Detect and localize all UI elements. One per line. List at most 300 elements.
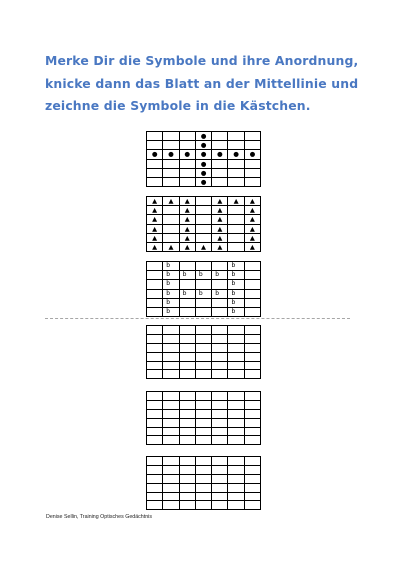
answer-cell[interactable] [244,492,260,501]
grid-cell: b [163,262,179,271]
grid-row [147,400,261,409]
answer-cell[interactable] [147,352,163,361]
answer-cell[interactable] [212,418,228,427]
grid-row [147,177,261,186]
answer-cell[interactable] [228,326,244,335]
grid-row [147,427,261,436]
grid-cell [147,262,163,271]
grid-row [147,307,261,316]
answer-cell[interactable] [244,400,260,409]
answer-cell[interactable] [212,427,228,436]
answer-cell[interactable] [244,501,260,510]
grid-cell [147,141,163,150]
grid-row [147,501,261,510]
grid-cell [163,233,179,242]
grid-cell [179,159,195,168]
grid-cell [179,280,195,289]
grid-cell: ● [163,150,179,159]
answer-cell[interactable] [228,392,244,401]
grid-cell: ▲ [244,215,260,224]
instructions-text [45,50,375,118]
answer-cell[interactable] [244,343,260,352]
grid-cell: b [228,307,244,316]
grid-cell: ▲ [195,242,211,251]
answer-cell[interactable] [163,343,179,352]
grid-row [147,409,261,418]
grid-row [147,457,261,466]
answer-cell[interactable] [195,334,211,343]
answer-cell[interactable] [212,326,228,335]
grid-cell [195,197,211,206]
answer-cell[interactable] [228,457,244,466]
answer-cell[interactable] [147,418,163,427]
answer-cell[interactable] [147,465,163,474]
grid-cell [163,159,179,168]
answer-cell[interactable] [195,343,211,352]
grid-cell: b [179,289,195,298]
grid-cell [228,132,244,141]
grid-cell [244,307,260,316]
grid-cell [244,159,260,168]
answer-cell[interactable] [163,326,179,335]
grid-cell [147,271,163,280]
grid-cell [212,262,228,271]
grid-row [147,418,261,427]
answer-cell[interactable] [195,326,211,335]
grid-body [147,197,261,252]
grid-cell [195,280,211,289]
answer-cell[interactable] [163,361,179,370]
grid-cell: b [163,289,179,298]
grid-cell [212,141,228,150]
answer-cell[interactable] [244,465,260,474]
answer-cell[interactable] [228,343,244,352]
grid-row [147,141,261,150]
answer-cell[interactable] [163,465,179,474]
answer-cell[interactable] [244,361,260,370]
answer-cell[interactable] [163,370,179,379]
answer-cell[interactable] [244,436,260,445]
answer-cell[interactable] [195,400,211,409]
answer-cell[interactable] [147,427,163,436]
grid-cell [147,280,163,289]
answer-cell[interactable] [228,483,244,492]
grid-cell: ● [195,141,211,150]
answer-cell[interactable] [147,334,163,343]
grid-cell [195,215,211,224]
answer-cell[interactable] [228,418,244,427]
grid-cell [147,168,163,177]
answer-cell[interactable] [163,334,179,343]
grid-cell: ▲ [147,242,163,251]
grid-cell [163,132,179,141]
grid-row [147,132,261,141]
grid-cell: ● [195,159,211,168]
grid-cell: b [228,280,244,289]
grid-row [147,150,261,159]
grid-row [147,492,261,501]
grid-cell [147,132,163,141]
answer-cell[interactable] [212,501,228,510]
grid-row [147,370,261,379]
answer-cell[interactable] [179,326,195,335]
answer-cell[interactable] [195,436,211,445]
grid-cell: ▲ [244,206,260,215]
grid-row [147,168,261,177]
answer-cell[interactable] [179,427,195,436]
grid-cell: ▲ [147,206,163,215]
grid-cell [228,242,244,251]
answer-cell[interactable] [179,457,195,466]
fold-line [45,318,350,319]
answer-cell[interactable] [147,483,163,492]
grid-row [147,334,261,343]
grid-cell: ● [147,150,163,159]
answer-grid-1[interactable] [146,325,261,379]
grid-row [147,262,261,271]
answer-cell[interactable] [228,361,244,370]
answer-cell[interactable] [244,474,260,483]
answer-cell[interactable] [212,392,228,401]
grid-cell [228,159,244,168]
grid-cell: ● [195,168,211,177]
grid-cell: b [228,271,244,280]
answer-cell[interactable] [147,400,163,409]
grid-cell: ● [195,150,211,159]
answer-cell[interactable] [228,352,244,361]
grid-cell: ▲ [179,242,195,251]
grid-cell [244,262,260,271]
grid-cell [228,215,244,224]
grid-cell: ● [195,177,211,186]
grid-cell [163,206,179,215]
answer-cell[interactable] [244,483,260,492]
grid-cell: ● [228,150,244,159]
grid-row [147,352,261,361]
answer-grid-3[interactable] [146,456,261,510]
answer-cell[interactable] [179,409,195,418]
grid-row [147,271,261,280]
answer-cell[interactable] [179,501,195,510]
grid-cell [147,298,163,307]
answer-cell[interactable] [228,492,244,501]
grid-cell [179,177,195,186]
grid-cell: ▲ [244,224,260,233]
answer-cell[interactable] [163,492,179,501]
answer-cell[interactable] [212,436,228,445]
answer-cell[interactable] [147,326,163,335]
grid-row [147,392,261,401]
grid-cell: ▲ [179,224,195,233]
answer-cell[interactable] [179,343,195,352]
grid-cell [179,168,195,177]
grid-cell: b [195,289,211,298]
answer-cell[interactable] [163,427,179,436]
grid-cell [179,132,195,141]
answer-cell[interactable] [212,492,228,501]
answer-cell[interactable] [179,492,195,501]
answer-cell[interactable] [195,352,211,361]
grid-cell: ▲ [163,197,179,206]
answer-cell[interactable] [212,334,228,343]
grid-cell: b [179,271,195,280]
grid-cell [195,233,211,242]
answer-cell[interactable] [195,409,211,418]
grid-cell: ▲ [147,215,163,224]
grid-cell: ▲ [147,224,163,233]
grid-row [147,298,261,307]
grid-cell [228,177,244,186]
grid-cell: ▲ [179,215,195,224]
grid-cell [147,307,163,316]
answer-cell[interactable] [195,427,211,436]
grid-cell [212,177,228,186]
grid-cell: b [212,271,228,280]
answer-cell[interactable] [147,392,163,401]
answer-cell[interactable] [244,457,260,466]
grid-cell [212,132,228,141]
grid-cell: ▲ [212,197,228,206]
grid-cell: ▲ [212,215,228,224]
answer-cell[interactable] [163,400,179,409]
answer-cell[interactable] [163,483,179,492]
answer-cell[interactable] [244,352,260,361]
answer-cell[interactable] [147,474,163,483]
answer-cell[interactable] [179,334,195,343]
grid-cell: b [212,289,228,298]
grid-row [147,474,261,483]
grid-cell [195,206,211,215]
answer-cell[interactable] [228,409,244,418]
grid-cell [228,224,244,233]
answer-cell[interactable] [244,409,260,418]
grid-row [147,343,261,352]
grid-row [147,215,261,224]
grid-cell [195,262,211,271]
grid-cell [244,132,260,141]
grid-cell: ▲ [244,233,260,242]
answer-cell[interactable] [212,409,228,418]
answer-cell[interactable] [147,370,163,379]
grid-cell [212,307,228,316]
answer-cell[interactable] [163,352,179,361]
answer-cell[interactable] [179,361,195,370]
answer-cell[interactable] [163,474,179,483]
grid-cell [244,168,260,177]
answer-cell[interactable] [212,370,228,379]
answer-cell[interactable] [212,400,228,409]
grid-cell [244,141,260,150]
grid-cell: ▲ [163,242,179,251]
grid-cell [147,177,163,186]
grid-cell [163,224,179,233]
answer-cell[interactable] [163,409,179,418]
answer-cell[interactable] [244,427,260,436]
answer-cell[interactable] [163,457,179,466]
grid-cell [228,141,244,150]
grid-cell [244,280,260,289]
grid-cell [212,159,228,168]
answer-cell[interactable] [212,343,228,352]
answer-cell[interactable] [195,370,211,379]
grid-body [147,392,261,445]
grid-row [147,361,261,370]
grid-cell [244,177,260,186]
answer-cell[interactable] [179,418,195,427]
grid-cell: b [163,307,179,316]
answer-cell[interactable] [228,465,244,474]
grid-cell: ▲ [212,224,228,233]
answer-cell[interactable] [212,465,228,474]
grid-cell: ▲ [244,242,260,251]
answer-cell[interactable] [179,392,195,401]
answer-grid-2[interactable] [146,391,261,445]
answer-cell[interactable] [179,474,195,483]
grid-row [147,436,261,445]
grid-cell: ▲ [212,242,228,251]
grid-cell: ▲ [179,206,195,215]
grid-row [147,197,261,206]
grid-cell: ▲ [212,206,228,215]
instruction-line: knicke dann das Blatt an der Mittellinie und [45,75,359,91]
answer-cell[interactable] [163,501,179,510]
answer-cell[interactable] [147,361,163,370]
grid-cell [147,289,163,298]
grid-cell: ▲ [244,197,260,206]
answer-cell[interactable] [195,392,211,401]
grid-row [147,159,261,168]
answer-cell[interactable] [147,343,163,352]
grid-cell [195,307,211,316]
answer-cell[interactable] [212,352,228,361]
grid-row [147,483,261,492]
answer-cell[interactable] [212,457,228,466]
grid-cell: ▲ [228,197,244,206]
answer-cell[interactable] [212,483,228,492]
grid-cell [228,206,244,215]
answer-cell[interactable] [179,400,195,409]
answer-cell[interactable] [244,334,260,343]
answer-cell[interactable] [228,436,244,445]
answer-cell[interactable] [228,474,244,483]
grid-cell [163,215,179,224]
answer-cell[interactable] [195,418,211,427]
answer-cell[interactable] [195,492,211,501]
answer-cell[interactable] [147,409,163,418]
answer-cell[interactable] [195,474,211,483]
grid-cell: ● [212,150,228,159]
answer-cell[interactable] [228,427,244,436]
grid-cell [163,141,179,150]
answer-cell[interactable] [228,501,244,510]
answer-cell[interactable] [195,501,211,510]
grid-cell: b [163,271,179,280]
answer-cell[interactable] [195,483,211,492]
grid-cell [179,298,195,307]
grid-cell: ▲ [179,197,195,206]
grid-cell: ● [179,150,195,159]
answer-cell[interactable] [195,361,211,370]
grid-cell [212,298,228,307]
instruction-line: Merke Dir die Symbole und ihre Anordnung, [45,53,359,68]
footer-credit: Denise Sellin, Training Optisches Gedächtnis [46,514,152,520]
answer-cell[interactable] [244,370,260,379]
grid-cell [228,233,244,242]
grid-cell [179,141,195,150]
grid-row [147,280,261,289]
grid-cell [244,289,260,298]
grid-row [147,224,261,233]
grid-cell: b [228,289,244,298]
grid-body [147,132,261,187]
grid-cell [195,224,211,233]
answer-cell[interactable] [147,501,163,510]
grid-row [147,289,261,298]
grid-cell: ▲ [147,233,163,242]
answer-cell[interactable] [179,483,195,492]
grid-cell [163,177,179,186]
answer-cell[interactable] [163,436,179,445]
answer-cell[interactable] [244,326,260,335]
grid-cell: ▲ [147,197,163,206]
answer-cell[interactable] [179,370,195,379]
answer-cell[interactable] [163,418,179,427]
grid-cell: b [163,298,179,307]
grid-cell [228,168,244,177]
answer-cell[interactable] [179,436,195,445]
grid-row [147,233,261,242]
grid-cell: b [163,280,179,289]
grid-cell: ● [195,132,211,141]
grid-cell [195,298,211,307]
answer-cell[interactable] [195,465,211,474]
grid-cell: b [195,271,211,280]
memory-grid-triangles [146,196,261,252]
grid-body [147,326,261,379]
answer-cell[interactable] [244,392,260,401]
grid-cell [147,159,163,168]
answer-cell[interactable] [228,370,244,379]
answer-cell[interactable] [147,436,163,445]
grid-cell: b [228,262,244,271]
answer-cell[interactable] [228,334,244,343]
grid-cell [212,280,228,289]
grid-cell [179,262,195,271]
answer-cell[interactable] [228,400,244,409]
answer-cell[interactable] [163,392,179,401]
answer-cell[interactable] [195,457,211,466]
answer-cell[interactable] [179,465,195,474]
answer-cell[interactable] [244,418,260,427]
grid-body [147,262,261,317]
answer-cell[interactable] [147,457,163,466]
instruction-line: zeichne die Symbole in die Kästchen. [45,98,311,113]
grid-row [147,206,261,215]
grid-row [147,465,261,474]
answer-cell[interactable] [179,352,195,361]
grid-row [147,242,261,251]
grid-body [147,457,261,510]
grid-cell [244,298,260,307]
answer-cell[interactable] [147,492,163,501]
memory-grid-letters [146,261,261,317]
grid-cell [212,168,228,177]
grid-cell: b [228,298,244,307]
memory-grid-dots [146,131,261,187]
answer-cell[interactable] [212,361,228,370]
grid-cell [163,168,179,177]
answer-cell[interactable] [212,474,228,483]
